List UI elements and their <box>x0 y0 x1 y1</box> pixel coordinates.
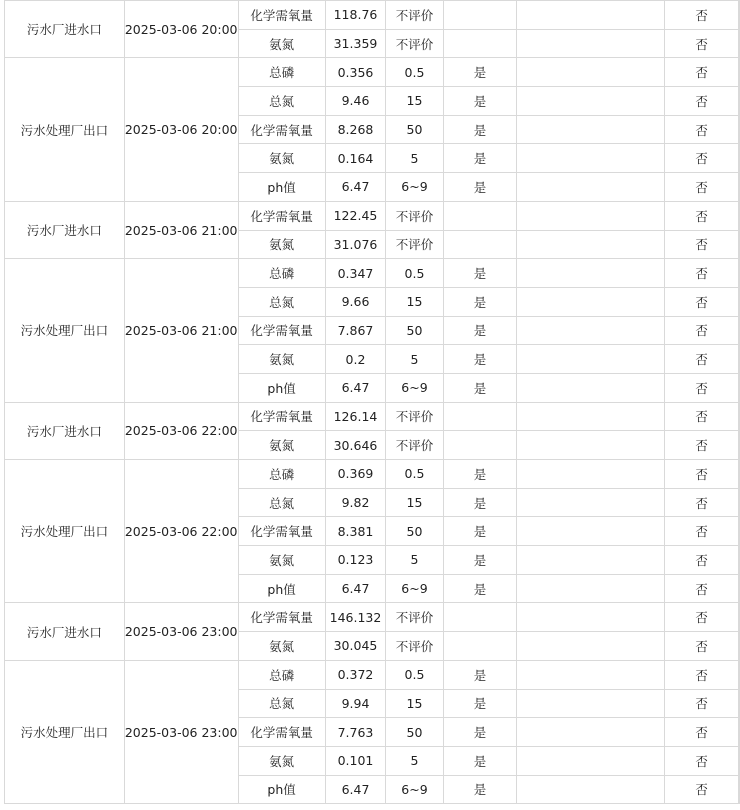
exceeded-cell: 否 <box>665 488 739 517</box>
exceeded-cell: 否 <box>665 632 739 661</box>
compliance-cell <box>443 201 517 230</box>
pollutant-item-cell: 氨氮 <box>238 345 325 374</box>
exceeded-cell: 否 <box>665 58 739 87</box>
standard-limit-cell: 50 <box>386 718 443 747</box>
table-row <box>5 201 740 230</box>
standard-limit-cell: 6~9 <box>386 775 443 804</box>
monitoring-site-cell: 污水处理厂出口 <box>5 259 125 402</box>
compliance-cell: 是 <box>443 87 517 116</box>
empty-cell <box>739 402 740 431</box>
standard-limit-cell: 不评价 <box>386 603 443 632</box>
empty-cell <box>517 517 665 546</box>
standard-limit-cell: 15 <box>386 287 443 316</box>
monitoring-site-cell: 污水厂进水口 <box>5 402 125 459</box>
standard-limit-cell: 不评价 <box>386 29 443 58</box>
measured-value-cell: 31.359 <box>325 29 386 58</box>
pollutant-item-cell: 总氮 <box>238 488 325 517</box>
pollutant-item-cell: ph值 <box>238 574 325 603</box>
pollutant-item-cell: 氨氮 <box>238 29 325 58</box>
empty-cell <box>517 574 665 603</box>
exceeded-cell: 否 <box>665 746 739 775</box>
empty-cell <box>739 517 740 546</box>
empty-cell <box>517 746 665 775</box>
table-row <box>5 460 740 489</box>
exceeded-cell: 否 <box>665 173 739 202</box>
measured-value-cell: 6.47 <box>325 574 386 603</box>
exceeded-cell: 否 <box>665 144 739 173</box>
compliance-cell <box>443 29 517 58</box>
pollutant-item-cell: 氨氮 <box>238 431 325 460</box>
empty-cell <box>517 603 665 632</box>
compliance-cell: 是 <box>443 316 517 345</box>
empty-cell <box>739 87 740 116</box>
empty-cell <box>739 746 740 775</box>
empty-cell <box>739 488 740 517</box>
pollutant-item-cell: 化学需氧量 <box>238 316 325 345</box>
standard-limit-cell: 50 <box>386 517 443 546</box>
measured-value-cell: 0.356 <box>325 58 386 87</box>
standard-limit-cell: 50 <box>386 115 443 144</box>
empty-cell <box>739 1 740 30</box>
empty-cell <box>517 546 665 575</box>
empty-cell <box>739 373 740 402</box>
standard-limit-cell: 6~9 <box>386 173 443 202</box>
compliance-cell: 是 <box>443 345 517 374</box>
exceeded-cell: 否 <box>665 775 739 804</box>
empty-cell <box>739 115 740 144</box>
exceeded-cell: 否 <box>665 402 739 431</box>
measured-value-cell: 7.867 <box>325 316 386 345</box>
standard-limit-cell: 不评价 <box>386 201 443 230</box>
measured-value-cell: 9.46 <box>325 87 386 116</box>
exceeded-cell: 否 <box>665 431 739 460</box>
measured-value-cell: 0.123 <box>325 546 386 575</box>
pollutant-item-cell: 总磷 <box>238 58 325 87</box>
exceeded-cell: 否 <box>665 373 739 402</box>
measured-value-cell: 0.101 <box>325 746 386 775</box>
empty-cell <box>517 173 665 202</box>
compliance-cell: 是 <box>443 546 517 575</box>
empty-cell <box>739 603 740 632</box>
empty-cell <box>517 660 665 689</box>
measured-value-cell: 9.82 <box>325 488 386 517</box>
empty-cell <box>517 460 665 489</box>
empty-cell <box>739 29 740 58</box>
exceeded-cell: 否 <box>665 345 739 374</box>
empty-cell <box>517 29 665 58</box>
empty-cell <box>739 287 740 316</box>
monitoring-time-cell: 2025-03-06 20:00 <box>124 1 238 58</box>
pollutant-item-cell: 化学需氧量 <box>238 115 325 144</box>
compliance-cell: 是 <box>443 287 517 316</box>
compliance-cell: 是 <box>443 115 517 144</box>
empty-cell <box>739 718 740 747</box>
standard-limit-cell: 5 <box>386 144 443 173</box>
empty-cell <box>739 316 740 345</box>
exceeded-cell: 否 <box>665 287 739 316</box>
empty-cell <box>739 230 740 259</box>
empty-cell <box>517 345 665 374</box>
measured-value-cell: 31.076 <box>325 230 386 259</box>
monitoring-site-cell: 污水厂进水口 <box>5 1 125 58</box>
standard-limit-cell: 15 <box>386 87 443 116</box>
empty-cell <box>739 460 740 489</box>
pollutant-item-cell: 氨氮 <box>238 632 325 661</box>
compliance-cell: 是 <box>443 660 517 689</box>
monitoring-site-cell: 污水处理厂出口 <box>5 460 125 603</box>
empty-cell <box>517 58 665 87</box>
empty-cell <box>739 574 740 603</box>
compliance-cell: 是 <box>443 58 517 87</box>
standard-limit-cell: 不评价 <box>386 230 443 259</box>
measured-value-cell: 9.66 <box>325 287 386 316</box>
compliance-cell <box>443 230 517 259</box>
pollutant-item-cell: 氨氮 <box>238 546 325 575</box>
pollutant-item-cell: ph值 <box>238 173 325 202</box>
compliance-cell: 是 <box>443 689 517 718</box>
exceeded-cell: 否 <box>665 1 739 30</box>
pollutant-item-cell: 化学需氧量 <box>238 1 325 30</box>
measured-value-cell: 30.045 <box>325 632 386 661</box>
pollutant-item-cell: ph值 <box>238 775 325 804</box>
exceeded-cell: 否 <box>665 574 739 603</box>
empty-cell <box>517 775 665 804</box>
standard-limit-cell: 不评价 <box>386 402 443 431</box>
measured-value-cell: 8.268 <box>325 115 386 144</box>
standard-limit-cell: 15 <box>386 689 443 718</box>
table-row <box>5 603 740 632</box>
standard-limit-cell: 5 <box>386 746 443 775</box>
empty-cell <box>517 201 665 230</box>
measured-value-cell: 9.94 <box>325 689 386 718</box>
standard-limit-cell: 6~9 <box>386 574 443 603</box>
pollutant-item-cell: 总磷 <box>238 460 325 489</box>
empty-cell <box>517 373 665 402</box>
measured-value-cell: 6.47 <box>325 373 386 402</box>
empty-cell <box>739 144 740 173</box>
compliance-cell: 是 <box>443 259 517 288</box>
empty-cell <box>739 173 740 202</box>
exceeded-cell: 否 <box>665 517 739 546</box>
exceeded-cell: 否 <box>665 718 739 747</box>
compliance-cell <box>443 431 517 460</box>
exceeded-cell: 否 <box>665 259 739 288</box>
measured-value-cell: 122.45 <box>325 201 386 230</box>
empty-cell <box>517 230 665 259</box>
measured-value-cell: 126.14 <box>325 402 386 431</box>
standard-limit-cell: 6~9 <box>386 373 443 402</box>
compliance-cell: 是 <box>443 144 517 173</box>
empty-cell <box>517 115 665 144</box>
empty-cell <box>739 58 740 87</box>
table-row <box>5 1 740 30</box>
exceeded-cell: 否 <box>665 689 739 718</box>
monitoring-time-cell: 2025-03-06 21:00 <box>124 259 238 402</box>
measured-value-cell: 146.132 <box>325 603 386 632</box>
monitoring-time-cell: 2025-03-06 23:00 <box>124 660 238 803</box>
measured-value-cell: 7.763 <box>325 718 386 747</box>
monitoring-site-cell: 污水处理厂出口 <box>5 58 125 201</box>
exceeded-cell: 否 <box>665 87 739 116</box>
pollutant-item-cell: 总氮 <box>238 87 325 116</box>
compliance-cell: 是 <box>443 574 517 603</box>
empty-cell <box>739 546 740 575</box>
standard-limit-cell: 15 <box>386 488 443 517</box>
exceeded-cell: 否 <box>665 460 739 489</box>
measured-value-cell: 6.47 <box>325 775 386 804</box>
empty-cell <box>517 632 665 661</box>
monitoring-time-cell: 2025-03-06 21:00 <box>124 201 238 258</box>
table-row <box>5 259 740 288</box>
measured-value-cell: 8.381 <box>325 517 386 546</box>
standard-limit-cell: 0.5 <box>386 58 443 87</box>
monitoring-site-cell: 污水厂进水口 <box>5 201 125 258</box>
standard-limit-cell: 0.5 <box>386 660 443 689</box>
empty-cell <box>739 259 740 288</box>
monitoring-site-cell: 污水处理厂出口 <box>5 660 125 803</box>
standard-limit-cell: 5 <box>386 546 443 575</box>
measured-value-cell: 118.76 <box>325 1 386 30</box>
monitoring-time-cell: 2025-03-06 22:00 <box>124 402 238 459</box>
exceeded-cell: 否 <box>665 316 739 345</box>
measured-value-cell: 0.164 <box>325 144 386 173</box>
empty-cell <box>517 144 665 173</box>
pollutant-item-cell: 总氮 <box>238 287 325 316</box>
empty-cell <box>517 689 665 718</box>
measured-value-cell: 0.347 <box>325 259 386 288</box>
measured-value-cell: 0.2 <box>325 345 386 374</box>
pollutant-item-cell: 化学需氧量 <box>238 201 325 230</box>
monitoring-data-table <box>4 0 740 804</box>
measured-value-cell: 30.646 <box>325 431 386 460</box>
empty-cell <box>517 87 665 116</box>
empty-cell <box>739 201 740 230</box>
pollutant-item-cell: 化学需氧量 <box>238 402 325 431</box>
table-body <box>5 1 740 804</box>
empty-cell <box>517 431 665 460</box>
empty-cell <box>517 259 665 288</box>
empty-cell <box>739 775 740 804</box>
exceeded-cell: 否 <box>665 230 739 259</box>
exceeded-cell: 否 <box>665 201 739 230</box>
compliance-cell: 是 <box>443 775 517 804</box>
exceeded-cell: 否 <box>665 29 739 58</box>
pollutant-item-cell: 总磷 <box>238 660 325 689</box>
empty-cell <box>517 718 665 747</box>
standard-limit-cell: 5 <box>386 345 443 374</box>
monitoring-time-cell: 2025-03-06 20:00 <box>124 58 238 201</box>
compliance-cell: 是 <box>443 373 517 402</box>
measured-value-cell: 0.372 <box>325 660 386 689</box>
pollutant-item-cell: 化学需氧量 <box>238 718 325 747</box>
standard-limit-cell: 50 <box>386 316 443 345</box>
empty-cell <box>739 632 740 661</box>
compliance-cell <box>443 603 517 632</box>
pollutant-item-cell: ph值 <box>238 373 325 402</box>
empty-cell <box>517 287 665 316</box>
table-row <box>5 402 740 431</box>
empty-cell <box>517 1 665 30</box>
table-row <box>5 58 740 87</box>
empty-cell <box>739 345 740 374</box>
compliance-cell: 是 <box>443 173 517 202</box>
empty-cell <box>739 660 740 689</box>
pollutant-item-cell: 氨氮 <box>238 746 325 775</box>
exceeded-cell: 否 <box>665 603 739 632</box>
measured-value-cell: 6.47 <box>325 173 386 202</box>
compliance-cell: 是 <box>443 488 517 517</box>
monitoring-time-cell: 2025-03-06 22:00 <box>124 460 238 603</box>
monitoring-site-cell: 污水厂进水口 <box>5 603 125 660</box>
pollutant-item-cell: 化学需氧量 <box>238 517 325 546</box>
compliance-cell: 是 <box>443 718 517 747</box>
compliance-cell <box>443 1 517 30</box>
compliance-cell: 是 <box>443 746 517 775</box>
monitoring-time-cell: 2025-03-06 23:00 <box>124 603 238 660</box>
standard-limit-cell: 0.5 <box>386 259 443 288</box>
exceeded-cell: 否 <box>665 546 739 575</box>
standard-limit-cell: 不评价 <box>386 1 443 30</box>
standard-limit-cell: 不评价 <box>386 632 443 661</box>
compliance-cell: 是 <box>443 517 517 546</box>
standard-limit-cell: 不评价 <box>386 431 443 460</box>
exceeded-cell: 否 <box>665 660 739 689</box>
empty-cell <box>517 316 665 345</box>
pollutant-item-cell: 总氮 <box>238 689 325 718</box>
empty-cell <box>517 402 665 431</box>
pollutant-item-cell: 氨氮 <box>238 144 325 173</box>
pollutant-item-cell: 化学需氧量 <box>238 603 325 632</box>
empty-cell <box>739 431 740 460</box>
exceeded-cell: 否 <box>665 115 739 144</box>
compliance-cell: 是 <box>443 460 517 489</box>
measured-value-cell: 0.369 <box>325 460 386 489</box>
pollutant-item-cell: 氨氮 <box>238 230 325 259</box>
pollutant-item-cell: 总磷 <box>238 259 325 288</box>
compliance-cell <box>443 402 517 431</box>
compliance-cell <box>443 632 517 661</box>
standard-limit-cell: 0.5 <box>386 460 443 489</box>
table-row <box>5 660 740 689</box>
empty-cell <box>517 488 665 517</box>
empty-cell <box>739 689 740 718</box>
